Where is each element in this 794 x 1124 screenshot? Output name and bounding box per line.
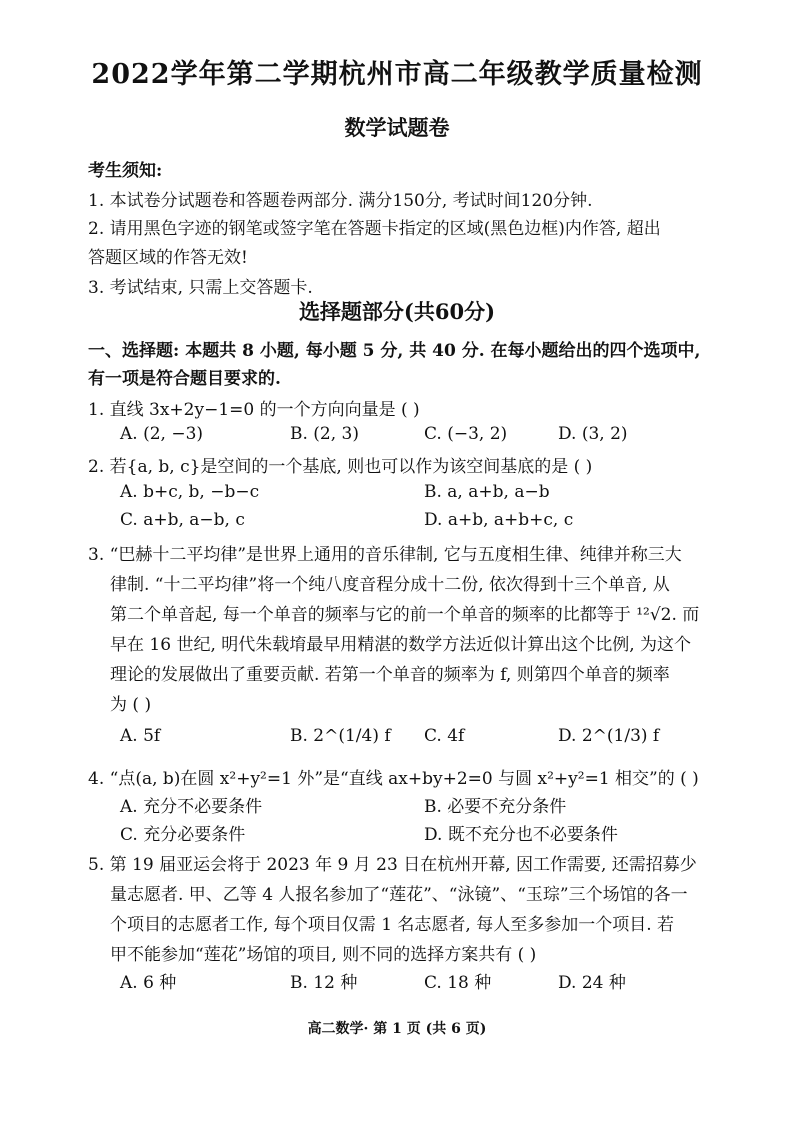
notice-heading: 考生须知: [88,161,163,181]
q3-line-3: 第二个单音起, 每一个单音的频率与它的前一个单音的频率的比都等于 ¹²√2. 而 [110,605,700,625]
q5-line-1: 5. 第 19 届亚运会将于 2023 年 9 月 23 日在杭州开幕, 因工作需要, 还需招募少 [88,855,697,875]
q3-line-4: 早在 16 世纪, 明代朱载堉最早用精湛的数学方法近似计算出这个比例, 为这个 [110,635,692,655]
q3-option-c: C. 4f [424,726,465,746]
notice-item-2-cont: 答题区域的作答无效! [88,248,248,268]
q4-option-a: A. 充分不必要条件 [120,797,263,817]
q3-line-6: 为 ( ) [110,695,152,715]
q4-option-b: B. 必要不充分条件 [424,797,567,817]
q5-option-a: A. 6 种 [120,973,177,993]
q5-option-c: C. 18 种 [424,973,492,993]
q2-option-a: A. b+c, b, −b−c [120,482,260,502]
q5-line-2: 量志愿者. 甲、乙等 4 人报名参加了“莲花”、“泳镜”、“玉琮”三个场馆的各一 [110,885,688,905]
q5-line-4: 甲不能参加“莲花”场馆的项目, 则不同的选择方案共有 ( ) [110,945,537,965]
page-footer: 高二数学· 第 1 页 (共 6 页) [307,1021,487,1037]
q3-option-b: B. 2^(1/4) f [290,726,391,746]
q4-option-c: C. 充分必要条件 [120,825,246,845]
notice-item-2: 2. 请用黑色字迹的钢笔或签字笔在答题卡指定的区域(黑色边框)内作答, 超出 [88,219,661,239]
q4-stem: 4. “点(a, b)在圆 x²+y²=1 外”是“直线 ax+by+2=0 与圆 x²+y²=1 相交”的 ( ) [88,769,699,789]
q3-option-a: A. 5f [120,726,161,746]
section-title: 选择题部分(共60分) [298,299,496,324]
q3-line-1: 3. “巴赫十二平均律”是世界上通用的音乐律制, 它与五度相生律、纯律并称三大 [88,545,682,565]
q4-option-d: D. 既不充分也不必要条件 [424,825,618,845]
q2-stem: 2. 若{a, b, c}是空间的一个基底, 则也可以作为该空间基底的是 ( ) [88,457,593,477]
q3-option-d: D. 2^(1/3) f [558,726,660,746]
q2-option-b: B. a, a+b, a−b [424,482,550,502]
q1-option-b: B. (2, 3) [290,424,360,444]
q3-line-5: 理论的发展做出了重要贡献. 若第一个单音的频率为 f, 则第四个单音的频率 [110,665,670,685]
q3-line-2: 律制. “十二平均律”将一个纯八度音程分成十二份, 依次得到十三个单音, 从 [110,575,670,595]
q1-option-a: A. (2, −3) [120,424,204,444]
q1-stem: 1. 直线 3x+2y−1=0 的一个方向向量是 ( ) [88,400,420,420]
q5-line-3: 个项目的志愿者工作, 每个项目仅需 1 名志愿者, 每人至多参加一个项目. 若 [110,915,675,935]
q2-option-d: D. a+b, a+b+c, c [424,510,574,530]
section-intro-line-2: 有一项是符合题目要求的. [88,369,281,389]
section-intro-line-1: 一、选择题: 本题共 8 小题, 每小题 5 分, 共 40 分. 在每小题给出的四个选项中, [88,341,701,361]
q5-option-d: D. 24 种 [558,973,626,993]
page-subtitle: 数学试题卷 [344,115,450,140]
q1-option-d: D. (3, 2) [558,424,628,444]
page-title: 2022学年第二学期杭州市高二年级教学质量检测 [91,59,703,90]
q5-option-b: B. 12 种 [290,973,358,993]
notice-item-1: 1. 本试卷分试题卷和答题卷两部分. 满分150分, 考试时间120分钟. [88,191,593,211]
q1-option-c: C. (−3, 2) [424,424,508,444]
notice-item-3: 3. 考试结束, 只需上交答题卡. [88,278,313,298]
q2-option-c: C. a+b, a−b, c [120,510,245,530]
